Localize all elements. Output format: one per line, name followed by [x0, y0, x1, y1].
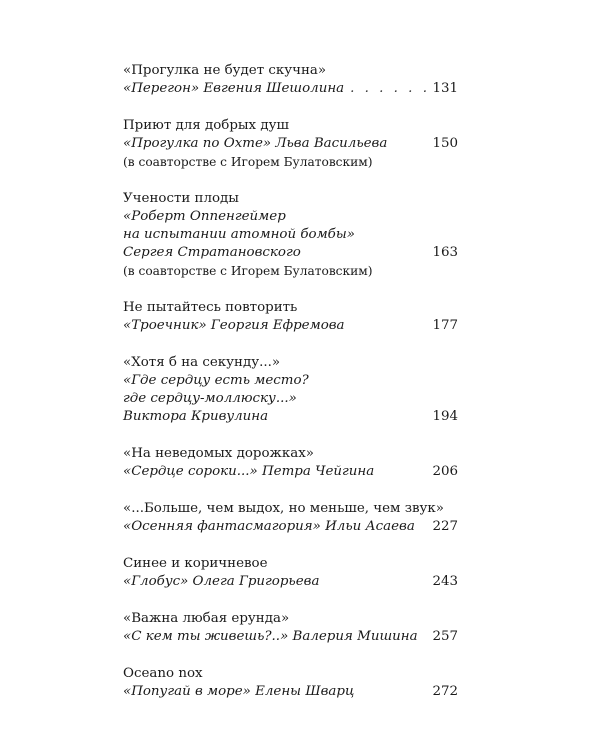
toc-entry	[123, 62, 458, 98]
entry-note: (в соавторстве с Игорем Булатовским)	[123, 155, 373, 169]
page-number: 194	[432, 409, 458, 424]
table-of-contents	[123, 62, 458, 720]
dot-leader	[350, 80, 426, 98]
entry-work: Сергея Стратановского	[123, 245, 301, 260]
page-number: 243	[432, 574, 458, 589]
entry-note: (в соавторстве с Игорем Булатовским)	[123, 264, 373, 278]
page-number: 272	[432, 684, 458, 699]
entry-heading: Синее и коричневое	[123, 556, 268, 571]
entry-heading: Приют для добрых душ	[123, 118, 289, 133]
entry-heading: «Важна любая ерунда»	[123, 611, 290, 626]
page-number: 177	[432, 318, 458, 333]
entry-work: на испытании атомной бомбы»	[123, 227, 355, 242]
entry-work: «Глобус» Олега Григорьева	[123, 574, 320, 589]
entry-work: «Где сердцу есть место?	[123, 373, 309, 388]
entry-heading: Учености плоды	[123, 191, 239, 206]
entry-work: «Попугай в море» Елены Шварц	[123, 684, 355, 699]
toc-entry	[123, 610, 458, 646]
entry-work: где сердцу-моллюску...»	[123, 391, 297, 406]
entry-work: «Сердце сороки...» Петра Чейгина	[123, 464, 375, 479]
entry-work: «С кем ты живешь?..» Валерия Мишина	[123, 629, 418, 644]
toc-entry	[123, 299, 458, 335]
page-number: 206	[432, 464, 458, 479]
entry-work: «Прогулка по Охте» Льва Васильева	[123, 136, 388, 151]
page-number: 131	[432, 81, 458, 96]
entry-heading: «Хотя б на секунду...»	[123, 355, 281, 370]
toc-entry	[123, 555, 458, 591]
page-number: 150	[432, 136, 458, 151]
entry-work: «Роберт Оппенгеймер	[123, 209, 286, 224]
page-number: 163	[432, 245, 458, 260]
entry-work: Виктора Кривулина	[123, 409, 269, 424]
entry-heading: «...Больше, чем выдох, но меньше, чем звук»	[123, 501, 444, 516]
entry-work: «Осенняя фантасмагория» Ильи Асаева	[123, 519, 415, 534]
page-number: 257	[432, 629, 458, 644]
entry-work: «Троечник» Георгия Ефремова	[123, 318, 345, 333]
toc-entry	[123, 445, 458, 481]
toc-entry	[123, 190, 458, 280]
entry-heading: Oceano nox	[123, 666, 203, 681]
entry-heading: «На неведомых дорожках»	[123, 446, 314, 461]
toc-entry	[123, 500, 458, 536]
page-number: 227	[432, 519, 458, 534]
toc-entry	[123, 354, 458, 426]
toc-entry	[123, 665, 458, 701]
entry-heading: Не пытайтесь повторить	[123, 300, 298, 315]
entry-heading: «Прогулка не будет скучна»	[123, 63, 327, 78]
toc-entry	[123, 117, 458, 171]
entry-work: «Перегон» Евгения Шешолина	[123, 81, 345, 96]
